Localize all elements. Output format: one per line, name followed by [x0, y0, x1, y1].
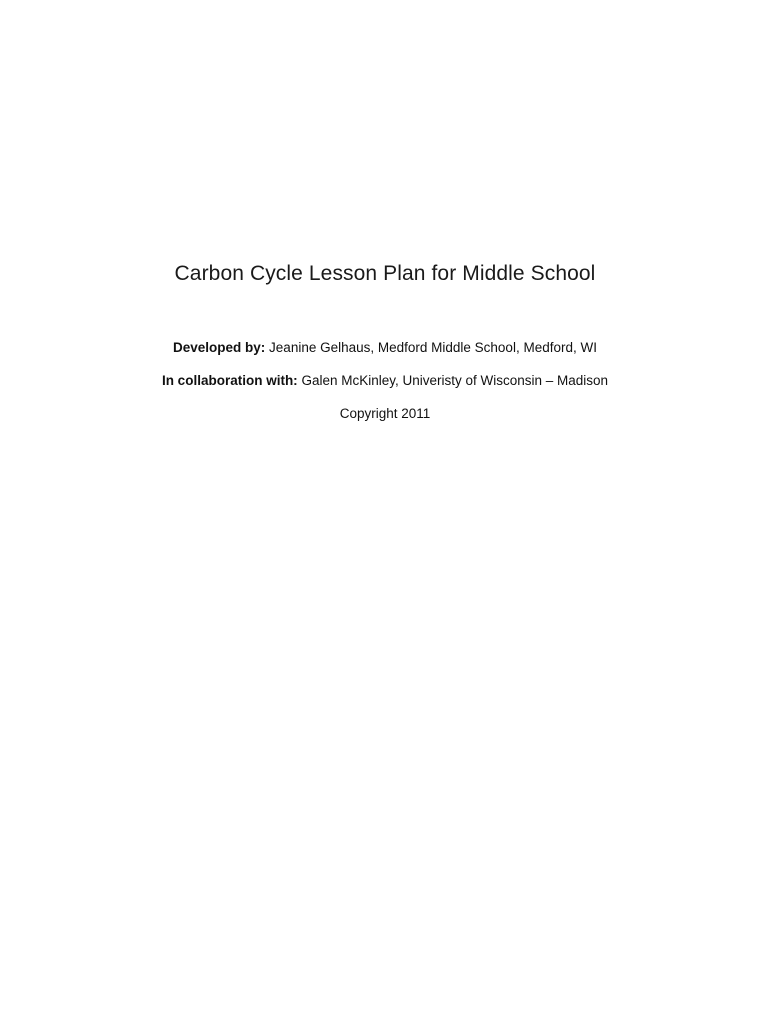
developed-by-line	[0, 338, 770, 358]
developed-by-value: Jeanine Gelhaus, Medford Middle School, Medford, WI	[265, 340, 597, 355]
collaboration-label: In collaboration with:	[161, 373, 298, 388]
developed-by-label: Developed by:	[173, 340, 266, 355]
collaboration-line	[0, 371, 770, 391]
copyright-line: Copyright 2011	[339, 406, 431, 421]
document-title: Carbon Cycle Lesson Plan for Middle School	[174, 262, 596, 285]
collaboration-value: Galen McKinley, Univeristy of Wisconsin – Madison	[297, 373, 609, 388]
